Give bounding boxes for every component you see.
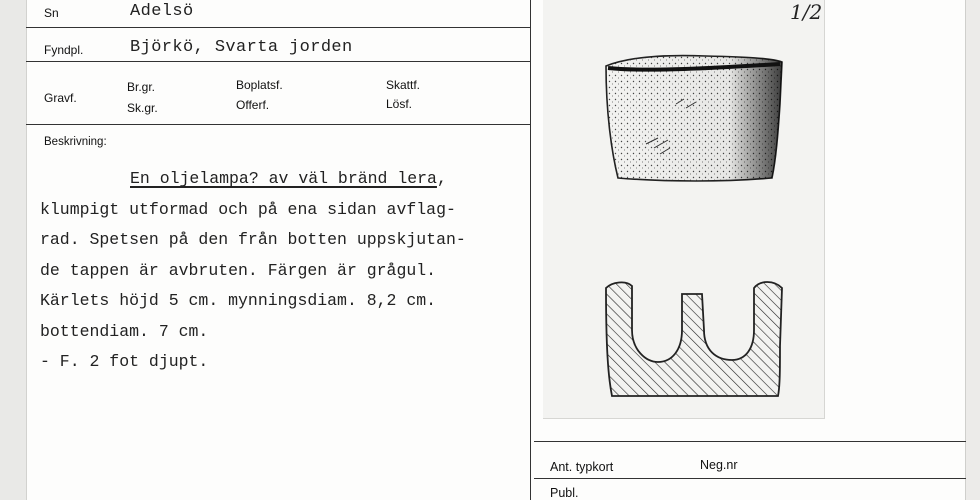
fyndpl-value: Björkö, Svarta jorden (130, 38, 353, 57)
offerf-label: Offerf. (236, 98, 270, 112)
rule-sn (26, 27, 530, 28)
description-line-3: rad. Spetsen på den från botten uppskjutan- (40, 230, 466, 249)
brgr-label: Br.gr. (127, 80, 156, 94)
sn-label: Sn (44, 6, 59, 20)
description-line-7: - F. 2 fot djupt. (40, 352, 209, 371)
publ-label: Publ. (550, 486, 579, 500)
boplatsf-label: Boplatsf. (236, 78, 283, 92)
description-line-4: de tappen är avbruten. Färgen är grågul. (40, 260, 437, 280)
clay-lamp-exterior-sketch-icon (596, 44, 792, 186)
gravf-label: Gravf. (44, 91, 77, 105)
rule-footer-top (534, 441, 966, 442)
rule-footer-mid (534, 478, 966, 479)
scale-note: 1/2 (790, 0, 823, 24)
beskrivning-label: Beskrivning: (44, 136, 107, 148)
description-line-2: klumpigt utformad och på ena sidan avflag- (40, 199, 456, 219)
description-line-1: En oljelampa? av väl bränd lera, (130, 169, 447, 188)
skattf-label: Skattf. (386, 78, 421, 92)
sn-value: Adelsö (130, 2, 194, 21)
card-left-edge (0, 0, 27, 500)
description-text (40, 164, 466, 378)
description-title: En oljelampa? av väl bränd lera (130, 169, 437, 188)
clay-lamp-cross-section-icon (598, 276, 788, 402)
description-line-5: Kärlets höjd 5 cm. mynningsdiam. 8,2 cm. (40, 291, 437, 310)
rule-gravf (26, 124, 530, 125)
losf-label: Lösf. (386, 97, 413, 111)
column-divider (530, 0, 531, 500)
skgr-label: Sk.gr. (127, 101, 158, 115)
card-right-edge (965, 0, 980, 500)
ant-typkort-label: Ant. typkort (550, 460, 614, 474)
description-line-6: bottendiam. 7 cm. (40, 321, 209, 341)
fyndpl-label: Fyndpl. (44, 43, 84, 57)
negnr-label: Neg.nr (700, 458, 738, 472)
rule-fyndpl (26, 61, 530, 62)
